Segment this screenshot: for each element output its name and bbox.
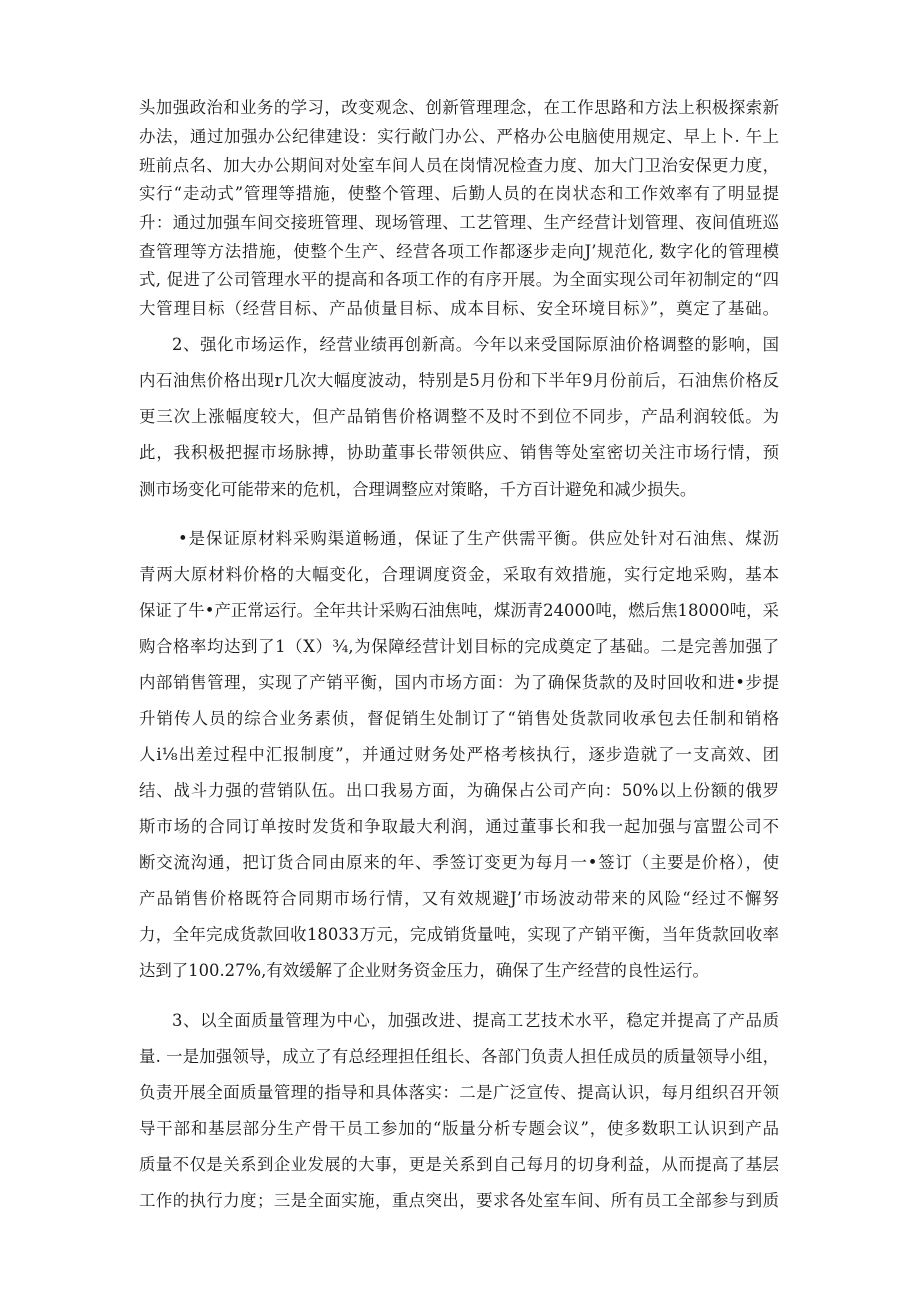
text-line: •是保证原材料采购渠道畅通，保证了生产供需平衡。供应处针对石油焦、煤沥 [178, 529, 779, 548]
text-line: 导干部和基层部分生产骨干员工参加的“版量分析专题会议”，使多数职工认识到产品 [139, 1119, 779, 1138]
text-line: 头加强政治和业务的学习，改变观念、创新管理理念，在工作思路和方法上积极探索新 [139, 98, 779, 117]
text-line: 3、以全面质量管理为中心，加强改进、提高工艺技术水平，稳定并提高了产品质 [172, 1011, 779, 1030]
text-line: 查管理等方法措施，使整个生产、经营各项工作都逐步走向J’规范化, 数字化的管理模 [139, 242, 779, 261]
text-line: 更三次上涨幅度较大，但产品销售价格调整不及时不到位不同步，产品利润较低。为 [139, 407, 779, 426]
text-line: 2、强化市场运作，经营业绩再创新高。今年以来受国际原油价格调整的影响，国 [172, 335, 779, 354]
text-line: 力，全年完成货款回收18033万元，完成销货量吨，实现了产销平衡，当年货款回收率 [139, 925, 779, 944]
text-line: 达到了100.27%,有效缓解了企业财务资金压力，确保了生产经营的良性运行。 [139, 961, 709, 980]
text-line: 人i⅛出差过程中汇报制度”，并通过财务处严格考核执行，逐步造就了一支高效、团 [139, 745, 779, 764]
text-line: 结、战斗力强的营销队伍。出口我易方面，为确保占公司产向：50%以上份额的俄罗 [139, 781, 779, 800]
text-line: 式, 促进了公司管理水平的提高和各项工作的有序开展。为全面实现公司年初制定的“四 [139, 270, 779, 289]
text-line: 斯市场的合同订单按时发货和争取最大利润，通过董事长和我一起加强与富盟公司不 [139, 817, 779, 836]
text-line: 实行“走动式”管理等措施，使整个管理、后勤人员的在岗状态和工作效率有了明显提 [139, 184, 779, 203]
text-line: 负责开展全面质量管理的指导和具体落实：二是广泛宣传、提高认识，每月组织召开领 [139, 1083, 779, 1102]
text-line: 断交流沟通，把订货合同由原来的年、季签订变更为每月一•签订（主要是价格），使 [139, 853, 779, 872]
text-line: 量. 一是加强领导，成立了有总经理担任组长、各部门负责人担任成员的质量领导小组， [139, 1047, 779, 1066]
text-line: 保证了牛•产正常运行。全年共计采购石油焦吨，煤沥青24000吨，燃后焦18000吨，采 [139, 601, 779, 620]
text-line: 青两大原材料价格的大幅变化，合理调度资金，采取有效措施，实行定地采购，基本 [139, 565, 779, 584]
text-line: 质量不仅是关系到企业发展的大事，更是关系到自己每月的切身利益，从而提高了基层 [139, 1155, 779, 1174]
text-line: 此，我积极把握市场脉搏，协助董事长带领供应、销售等处室密切关注市场行情，预 [139, 443, 779, 462]
text-line: 产品销售价格既符合同期市场行情，又有效规避J’市场波动带来的风险“经过不懈努 [139, 889, 779, 908]
text-line: 测市场变化可能带来的危机，合理调整应对策略，千方百计避免和减少损失。 [139, 480, 697, 499]
text-line: 工作的执行力度；三是全面实施，重点突出，要求各处室车间、所有员工全部参与到质 [139, 1191, 779, 1210]
text-line: 购合格率均达到了1（X）¾,为保障经营计划目标的完成奠定了基础。二是完善加强了 [139, 637, 779, 656]
text-line: 升：通过加强车间交接班管理、现场管理、工艺管理、生产经营计划管理、夜间值班巡 [139, 213, 779, 232]
text-line: 升销传人员的综合业务素侦，督促销生处制订了“销售处货款同收承包去任制和销格 [139, 709, 779, 728]
text-line: 大管理目标（经营目标、产品侦量目标、成本目标、安全环境目标》”，奠定了基础。 [139, 299, 779, 318]
text-line: 内部销售管理，实现了产销平衡，国内市场方面：为了确保货款的及时回收和进•步提 [139, 673, 779, 692]
text-line: 班前点名、加大办公期间对处室车间人员在岗情况检查力度、加大门卫治安保更力度， [139, 156, 779, 175]
text-line: 内石油焦价格出现r几次大幅度波动，特别是5月份和下半年9月份前后，石油焦价格反 [139, 371, 779, 390]
text-line: 办法，通过加强办公纪律建设：实行敞门办公、严格办公电脑使用规定、早上卜. 午上 [139, 127, 779, 146]
